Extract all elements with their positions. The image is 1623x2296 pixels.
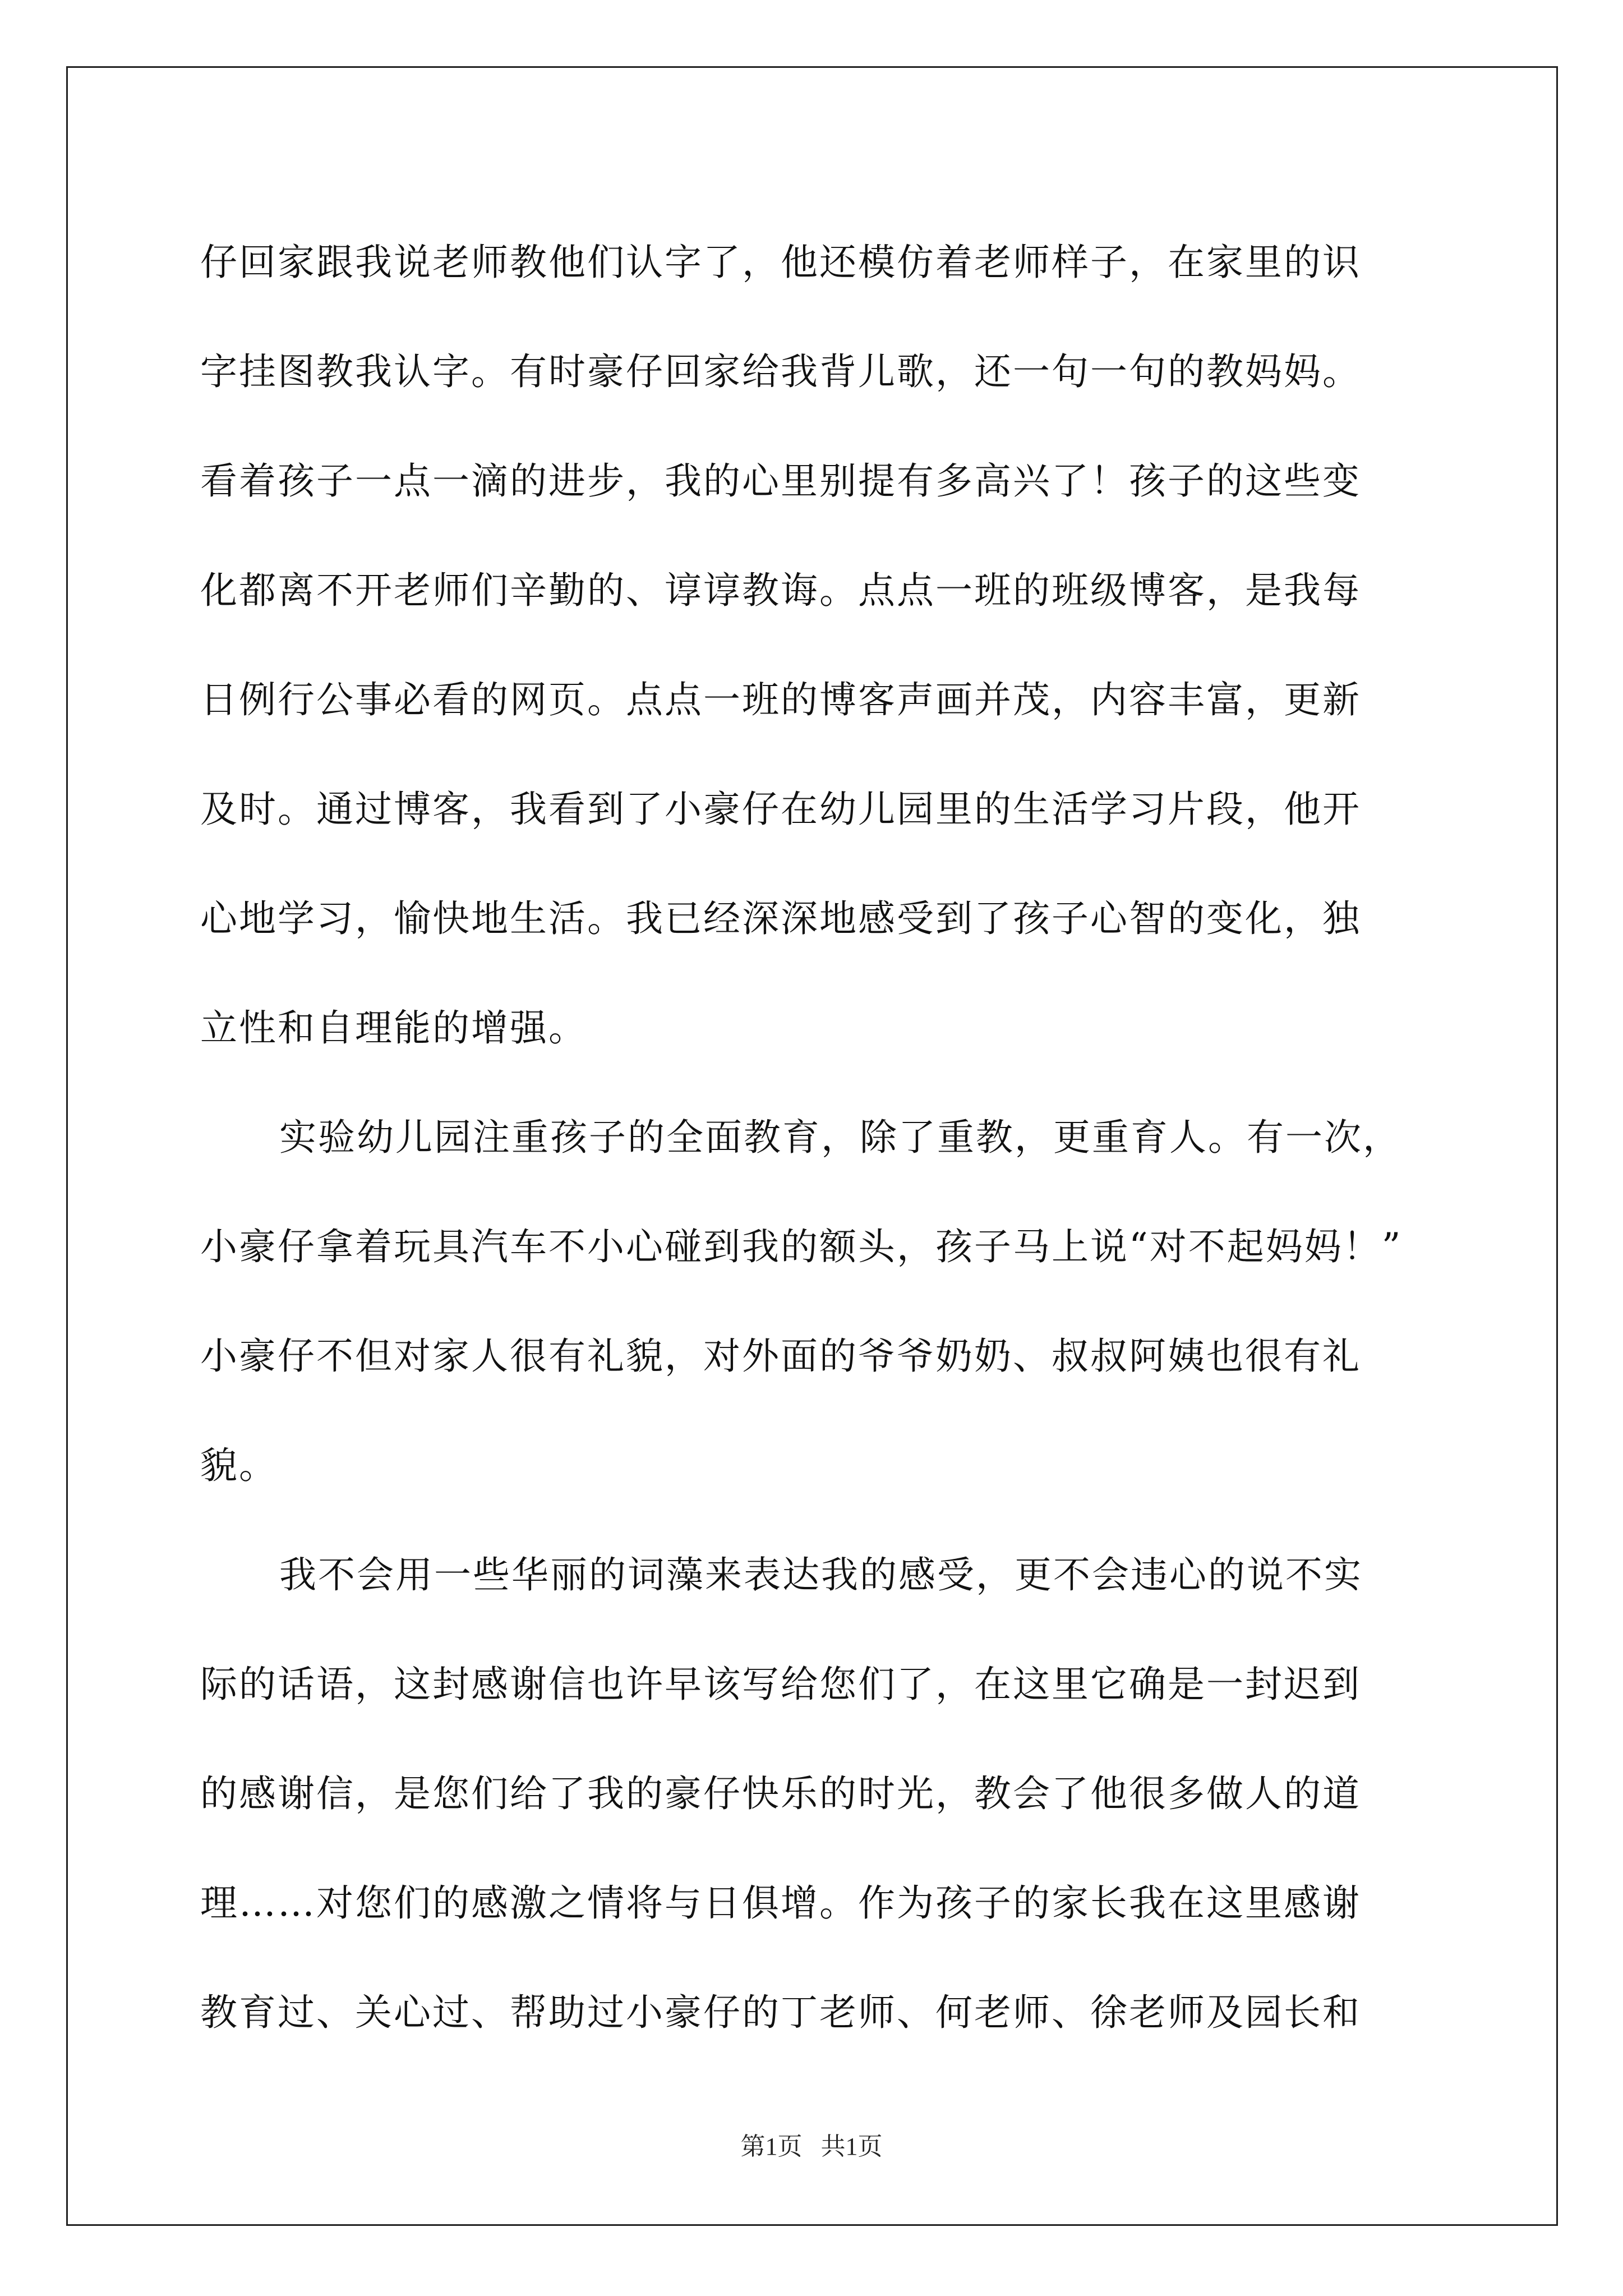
text-line: 理……对您们的感激之情将与日俱增。作为孩子的家长我在这里感谢	[200, 1881, 1361, 1925]
text-line: 貌。	[200, 1444, 278, 1487]
page-footer	[0, 2126, 1623, 2162]
page-number-label: 第1页 共1页	[740, 2133, 883, 2160]
text-line: 际的话语，这封感谢信也许早该写给您们了，在这里它确是一封迟到	[200, 1663, 1361, 1706]
text-line: 小豪仔拿着玩具汽车不小心碰到我的额头，孩子马上说“对不起妈妈！”	[200, 1225, 1403, 1268]
text-line: 日例行公事必看的网页。点点一班的博客声画并茂，内容丰富，更新	[200, 678, 1361, 721]
paragraph-start-line: 实验幼儿园注重孩子的全面教育，除了重教，更重育人。有一次，	[279, 1116, 1401, 1159]
text-line: 心地学习，愉快地生活。我已经深深地感受到了孩子心智的变化，独	[200, 897, 1361, 940]
text-line: 看着孩子一点一滴的进步，我的心里别提有多高兴了！孩子的这些变	[200, 459, 1361, 503]
paragraph-start-line: 我不会用一些华丽的词藻来表达我的感受，更不会违心的说不实	[279, 1553, 1363, 1596]
document-body	[200, 208, 1468, 2067]
text-line: 及时。通过博客，我看到了小豪仔在幼儿园里的生活学习片段，他开	[200, 788, 1361, 831]
text-line: 小豪仔不但对家人很有礼貌，对外面的爷爷奶奶、叔叔阿姨也很有礼	[200, 1335, 1361, 1378]
text-line: 教育过、关心过、帮助过小豪仔的丁老师、何老师、徐老师及园长和	[200, 1991, 1361, 2034]
text-line: 字挂图教我认字。有时豪仔回家给我背儿歌，还一句一句的教妈妈。	[200, 350, 1361, 393]
text-line: 化都离不开老师们辛勤的、谆谆教诲。点点一班的班级博客，是我每	[200, 569, 1361, 612]
text-line: 仔回家跟我说老师教他们认字了，他还模仿着老师样子，在家里的识	[200, 241, 1361, 284]
text-line: 的感谢信，是您们给了我的豪仔快乐的时光，教会了他很多做人的道	[200, 1772, 1361, 1815]
text-line: 立性和自理能的增强。	[200, 1006, 587, 1050]
